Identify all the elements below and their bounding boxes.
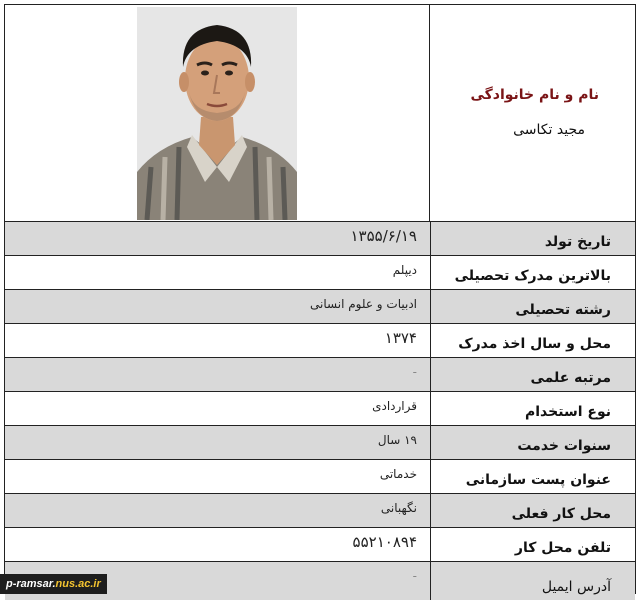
table-row (5, 392, 635, 426)
row-label: بالاترین مدرک تحصیلی (430, 256, 635, 289)
profile-table (4, 4, 636, 594)
row-value: دیپلم (392, 263, 417, 277)
row-value: - (412, 569, 417, 583)
watermark-domain: nus.ac.ir (55, 578, 101, 590)
row-value: قراردادی (372, 399, 417, 413)
table-row (5, 222, 635, 256)
row-value: نگهبانی (380, 501, 417, 515)
info-rows (5, 222, 635, 600)
row-label: مرتبه علمی (430, 358, 635, 391)
row-label: آدرس ایمیل (430, 562, 635, 600)
table-row (5, 358, 635, 392)
row-label: عنوان پست سازمانی (430, 460, 635, 493)
row-value: ۱۹ سال (377, 433, 417, 447)
row-value: ۱۳۷۴ (384, 329, 417, 347)
table-row (5, 256, 635, 290)
person-photo-icon (137, 7, 297, 220)
row-label: تلفن محل کار (430, 528, 635, 561)
table-row (5, 460, 635, 494)
row-value: ادبیات و علوم انسانی (310, 297, 417, 311)
site-watermark (0, 574, 107, 594)
row-value: - (412, 365, 417, 379)
row-value: خدماتی (379, 467, 417, 481)
row-label: محل کار فعلی (430, 494, 635, 527)
table-row (5, 494, 635, 528)
name-value: مجید تکاسی (513, 122, 585, 138)
profile-photo (137, 7, 297, 220)
row-label: نوع استخدام (430, 392, 635, 425)
table-row (5, 426, 635, 460)
row-value: ۱۳۵۵/۶/۱۹ (350, 227, 417, 245)
row-label: محل و سال اخذ مدرک (430, 324, 635, 357)
table-row (5, 528, 635, 562)
name-label: نام و نام خانوادگی (470, 87, 599, 103)
row-label: سنوات خدمت (430, 426, 635, 459)
row-value: ۵۵۲۱۰۸۹۴ (352, 533, 417, 551)
row-label: رشته تحصیلی (430, 290, 635, 323)
row-label: تاریخ تولد (430, 222, 635, 255)
name-cell (430, 5, 635, 221)
table-row (5, 290, 635, 324)
watermark-prefix: p-ramsar. (6, 578, 56, 590)
profile-header (5, 5, 635, 222)
table-row (5, 324, 635, 358)
